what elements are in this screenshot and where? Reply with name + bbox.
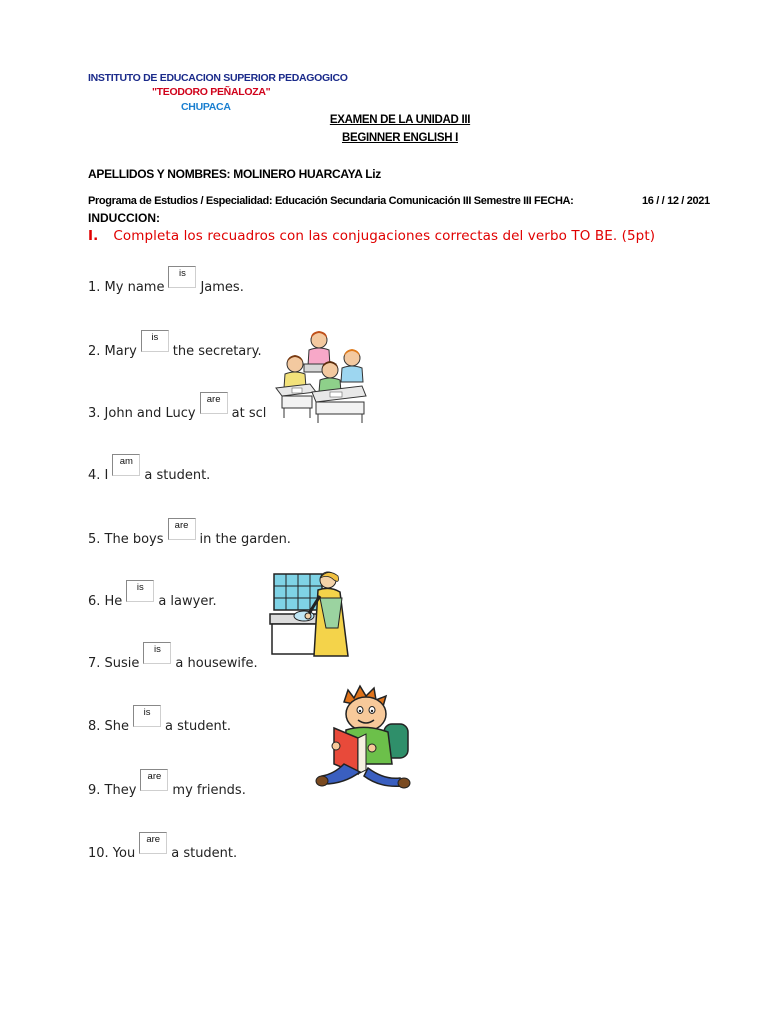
question-5 — [88, 518, 291, 547]
question-prefix: 8. She — [88, 719, 130, 734]
classroom-clipart-icon — [272, 326, 368, 424]
answer-text: am — [119, 456, 133, 467]
answer-text: is — [151, 332, 159, 343]
question-suffix: a student. — [144, 468, 211, 483]
answer-text: is — [179, 268, 186, 279]
question-10 — [88, 832, 237, 861]
answer-text: are — [206, 394, 221, 405]
question-suffix: a lawyer. — [158, 594, 217, 609]
student-names: APELLIDOS Y NOMBRES: MOLINERO HUARCAYA Liz — [88, 167, 381, 181]
answer-box[interactable] — [168, 518, 196, 540]
answer-box[interactable] — [112, 454, 140, 476]
institute-name: INSTITUTO DE EDUCACION SUPERIOR PEDAGOGICO — [88, 72, 348, 84]
answer-box[interactable] — [168, 266, 196, 288]
section-label: INDUCCION: — [88, 211, 160, 225]
program-text: Programa de Estudios / Especialidad: Educación Secundaria Comunicación III Semestre III FECHA: — [88, 195, 574, 207]
instruction-number: I. — [88, 228, 99, 244]
instruction — [88, 228, 655, 244]
answer-box[interactable] — [200, 392, 228, 414]
exam-title: EXAMEN DE LA UNIDAD III — [329, 114, 471, 126]
question-suffix: at scl — [231, 406, 267, 421]
boy-reading-clipart-icon — [314, 684, 416, 790]
answer-box[interactable] — [139, 832, 167, 854]
course-title: BEGINNER ENGLISH I — [341, 132, 458, 144]
question-suffix: in the garden. — [199, 532, 291, 547]
answer-box[interactable] — [133, 705, 161, 727]
answer-text: is — [136, 582, 144, 593]
exam-date: 16 / / 12 / 2021 — [642, 195, 710, 207]
question-1 — [88, 266, 244, 295]
question-prefix: 2. Mary — [88, 344, 137, 359]
answer-text: is — [143, 707, 151, 718]
question-prefix: 5. The boys — [88, 532, 164, 547]
answer-text: are — [146, 834, 161, 845]
program-line — [88, 195, 710, 207]
answer-text: are — [147, 771, 162, 782]
question-suffix: a student. — [171, 846, 238, 861]
question-4 — [88, 454, 210, 483]
question-2 — [88, 330, 262, 359]
question-6 — [88, 580, 217, 609]
question-suffix: the secretary. — [172, 344, 262, 359]
question-prefix: 6. He — [88, 594, 123, 609]
question-7 — [88, 642, 258, 671]
question-8 — [88, 705, 231, 734]
question-prefix: 9. They — [88, 783, 137, 798]
question-suffix: James. — [200, 280, 244, 295]
question-prefix: 1. My name — [88, 280, 165, 295]
question-prefix: 7. Susie — [88, 656, 140, 671]
question-prefix: 10. You — [88, 846, 136, 861]
question-prefix: 3. John and Lucy — [88, 406, 196, 421]
institute-city: CHUPACA — [181, 101, 231, 113]
answer-box[interactable] — [141, 330, 169, 352]
question-suffix: my friends. — [172, 783, 246, 798]
question-prefix: 4. I — [88, 468, 109, 483]
institute-subtitle: "TEODORO PEÑALOZA" — [152, 86, 271, 98]
answer-text: are — [174, 520, 189, 531]
question-suffix: a student. — [165, 719, 231, 734]
answer-box[interactable] — [143, 642, 171, 664]
answer-text: is — [153, 644, 161, 655]
question-suffix: a housewife. — [175, 656, 258, 671]
question-3 — [88, 392, 266, 421]
housewife-clipart-icon — [268, 568, 350, 660]
answer-box[interactable] — [126, 580, 154, 602]
question-9 — [88, 769, 246, 798]
answer-box[interactable] — [140, 769, 168, 791]
instruction-text: Completa los recuadros con las conjugaciones correctas del verbo TO BE. (5pt) — [113, 228, 656, 244]
